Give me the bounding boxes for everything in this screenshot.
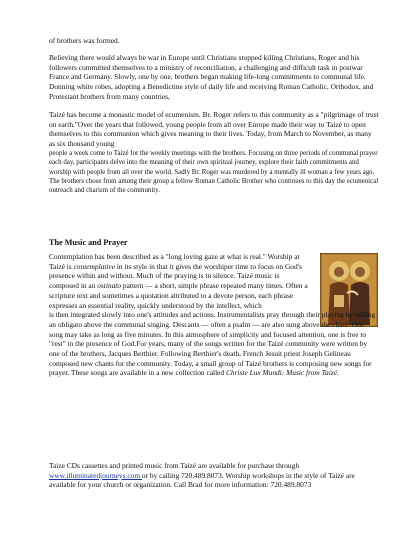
paragraph-purchase-info <box>49 461 379 490</box>
text-segment: in its style in that it gives the worshiper time to focus on God's presence within and without. Much of the praying is in silence. Taizé music is composed in an <box>49 261 302 291</box>
section-heading-music-and-prayer: The Music and Prayer <box>49 238 128 247</box>
paragraph-ecumenism-part2: people a week come to Taizé for the weekly meetings with the brothers. Focusing on three periods of communal prayer each day, participants delve into the meaning of their own spiritual journey, explore their faith commitments and worship with people from all over the world. Sadly Br. Roger was murdered by a mentally ill woman a few years ago. The brothers chose from among their group a fellow Roman Catholic Brother who continues to this day the ecumenical outreach and charism of the community. <box>49 149 379 195</box>
paragraph-music-and-prayer <box>49 252 379 378</box>
paragraph-intro-end: of brothers was formed. <box>49 36 120 45</box>
text-segment: Contemplation has been described as a "long loving gaze at what is real." Worship at Taizé is <box>49 252 300 271</box>
paragraph-reconciliation: Believing there would always be war in Europe until Christians stopped killing Christians, Roger and his followers committed themselves to a ministry of reconciliation, a challenging and difficult task in postwar France and Germany. Slowly, one by one, brothers began making life-long commitments to communal life. Donning white robes, adopting a Benedictine style of daily life and receiving Roman Catholic, Orthodox, and Protestant brothers from many countries, <box>49 53 374 101</box>
paragraph-ecumenism-part1: Taizé has become a monastic model of ecumenism. Br. Roger refers to this community as a "pilgrimage of trust on earth."Over the years that followed, young people from all over Europe made their way to Taizé to open themselves to this communion which gives meaning to their lives. Today, from March to November, as many as six thousand young <box>49 110 379 149</box>
emphasis-ostinato: ostinato <box>97 281 122 291</box>
text-segment: or by calling 720.489.8073. Worship workshops in the style of Taizé are available for your church or organization. Call Brad for more information: 720.489.8073 <box>49 470 355 490</box>
website-link[interactable]: www.illuminatedjourneys.com <box>49 470 142 480</box>
text-segment: . <box>336 368 339 378</box>
text-segment: Taize CDs cassettes and printed music from Taizé are available for purchase through <box>49 461 300 470</box>
paragraph-music-wrapped-part <box>49 252 311 310</box>
paragraph-ecumenism <box>49 110 379 196</box>
text-segment: pattern — a short, simple phrase repeated many times. Often a scripture text and sometimes a quotation attributed to a devote person, each phrase expresses an essential reality, quickly understood by the intellect, which <box>49 281 308 310</box>
emphasis-collection-title: Christe Lux Mundi: Music from Taizé <box>225 368 337 378</box>
text-segment: is then integrated slowly into one's attitudes and actions. Instrumentalists pray through their playing by adding an obligato above the communal singing. Descants — often a psalm — are also sung above the chant. One song may take as long as five minutes. In this atmosphere of simplicity and focused attention, one is free to "rest" in the presence of God.For years, many of the songs written for the Taizé community were written by one of the brothers, Jacques Berthier. Following Berthier's death, French Jesuit priest Joseph Gelineau composed new chants for the community. Today, a small group of Taizé brothers is composing new songs for prayer. These songs are available in a new collection called <box>49 310 376 378</box>
emphasis-contemplative: contemplative <box>73 261 115 271</box>
